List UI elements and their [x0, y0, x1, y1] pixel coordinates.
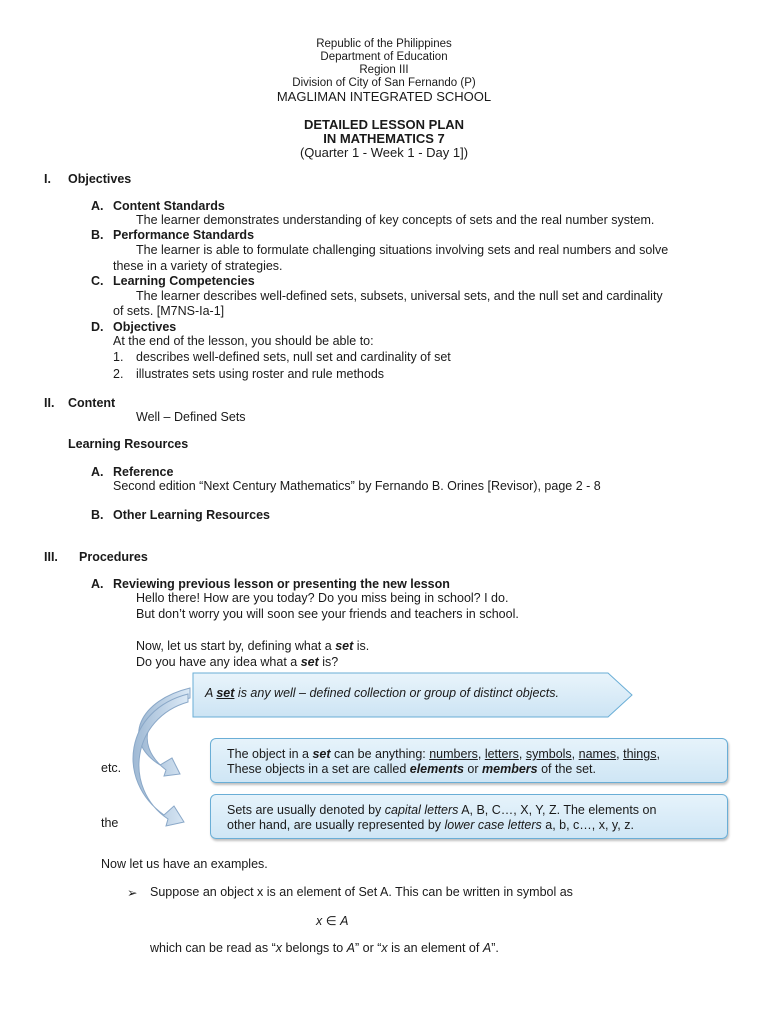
- header-region: Region III: [359, 64, 409, 76]
- term-things: things: [623, 747, 657, 761]
- separator: ,: [571, 747, 579, 761]
- item-letter: D.: [91, 320, 104, 334]
- callout-text-part: is any well – defined collection or group of distinct objects.: [234, 686, 559, 700]
- item-letter: C.: [91, 274, 104, 288]
- elements-info-box: [210, 738, 728, 783]
- objective-item: illustrates sets using roster and rule methods: [136, 367, 385, 381]
- callout-text-part: A: [205, 686, 217, 700]
- document-subject: IN MATHEMATICS 7: [323, 131, 445, 146]
- prompt-text-part: Do you have any idea what a: [136, 655, 301, 669]
- term-names: names: [578, 747, 617, 761]
- header-division: Division of City of San Fernando (P): [292, 77, 476, 89]
- term-lower-case-letters: lower case letters: [444, 818, 542, 832]
- notation-info-line: [227, 803, 656, 817]
- procedure-title: Reviewing previous lesson or presenting the new lesson: [113, 577, 450, 591]
- overflow-word-the: the: [101, 816, 119, 830]
- reading-text-part: belongs to: [282, 941, 347, 955]
- objectives-intro: At the end of the lesson, you should be able to:: [113, 334, 374, 348]
- section-number: I.: [44, 172, 51, 186]
- symbol-A: A: [482, 941, 492, 955]
- header-country: Republic of the Philippines: [316, 38, 452, 50]
- set-term: set: [216, 686, 235, 700]
- box-text-part: Sets are usually denoted by: [227, 803, 385, 817]
- box-text-part: These objects in a set are called: [227, 762, 410, 776]
- elements-info-line: [227, 762, 596, 776]
- section-number: II.: [44, 396, 55, 410]
- elements-info-line: [227, 747, 660, 761]
- box-text-part: of the set.: [537, 762, 596, 776]
- separator: ,: [656, 747, 660, 761]
- performance-standards-title: Performance Standards: [113, 228, 255, 242]
- content-standards-title: Content Standards: [113, 199, 225, 213]
- reading-text-part: which can be read as “: [150, 941, 276, 955]
- overflow-word-etc: etc.: [101, 761, 122, 775]
- list-number: 1.: [113, 350, 124, 364]
- content-standards-text: The learner demonstrates understanding of key concepts of sets and the real number system.: [136, 213, 655, 227]
- symbol-x: x: [381, 941, 388, 955]
- symbol-x: x: [275, 941, 283, 955]
- learning-competencies-title: Learning Competencies: [113, 274, 255, 288]
- reference-title: Reference: [113, 465, 174, 479]
- term-symbols: symbols: [525, 747, 572, 761]
- symbol-A: A: [346, 941, 355, 955]
- term-elements: elements: [409, 762, 464, 776]
- item-letter: A.: [91, 577, 104, 591]
- content-topic: Well – Defined Sets: [136, 410, 246, 424]
- document-title: DETAILED LESSON PLAN: [303, 117, 465, 132]
- list-number: 2.: [113, 367, 124, 381]
- set-term: set: [312, 747, 331, 761]
- box-text-part: or: [463, 762, 483, 776]
- section-number: III.: [44, 550, 58, 564]
- notation-info-line: [227, 818, 634, 832]
- header-school: MAGLIMAN INTEGRATED SCHOOL: [276, 89, 492, 104]
- prompt-text-part: Now, let us start by, defining what a: [136, 639, 336, 653]
- learning-competencies-text: The learner describes well-defined sets, subsets, universal sets, and the null set and cardinality: [136, 289, 663, 303]
- symbol-x: x: [316, 914, 323, 928]
- box-text-part: a, b, c…, x, y, z.: [541, 818, 634, 832]
- term-capital-letters: capital letters: [384, 803, 459, 817]
- prompt-text: [136, 655, 338, 669]
- box-text-part: The object in a: [227, 747, 313, 761]
- performance-standards-text-cont: these in a variety of strategies.: [113, 259, 283, 273]
- membership-symbol: [316, 913, 348, 928]
- item-letter: A.: [91, 465, 104, 479]
- item-letter: A.: [91, 199, 104, 213]
- separator: ,: [518, 747, 526, 761]
- example-statement: Suppose an object x is an element of Set A. This can be written in symbol as: [150, 885, 573, 899]
- prompt-text-part: is.: [353, 639, 370, 653]
- prompt-text-part: is?: [318, 655, 339, 669]
- section-heading: Content: [68, 396, 116, 410]
- reference-text: Second edition “Next Century Mathematics” by Fernando B. Orines [Revisor), page 2 - 8: [113, 479, 601, 493]
- curved-arrow-shape: [133, 694, 188, 826]
- learning-competencies-code: of sets. [M7NS-Ia-1]: [113, 304, 225, 318]
- greeting-text: But don’t worry you will soon see your friends and teachers in school.: [136, 607, 519, 621]
- emphasis-set: set: [335, 639, 354, 653]
- prompt-text: [136, 639, 369, 653]
- section-heading: Procedures: [79, 550, 148, 564]
- separator: ,: [616, 747, 624, 761]
- greeting-text: Hello there! How are you today? Do you miss being in school? I do.: [136, 591, 509, 605]
- notation-info-box: [210, 794, 728, 839]
- objective-item: describes well-defined sets, null set and cardinality of set: [136, 350, 451, 364]
- objectives-subtitle: Objectives: [113, 320, 177, 334]
- term-letters: letters: [484, 747, 519, 761]
- box-text-part: other hand, are usually represented by: [227, 818, 445, 832]
- section-heading: Objectives: [68, 172, 132, 186]
- examples-intro: Now let us have an examples.: [101, 857, 268, 871]
- arrow-bullet-icon: ➢: [127, 886, 138, 900]
- reading-text-part: ”.: [491, 941, 499, 955]
- emphasis-set: set: [300, 655, 319, 669]
- document-period: (Quarter 1 - Week 1 - Day 1]): [299, 145, 469, 160]
- reading-text-part: ” or “: [355, 941, 382, 955]
- term-numbers: numbers: [429, 747, 478, 761]
- separator: ,: [477, 747, 485, 761]
- definition-callout-text: [205, 686, 559, 700]
- element-of-icon: ∈: [322, 914, 341, 928]
- symbol-A: A: [340, 914, 349, 928]
- reading-text-part: is an element of: [387, 941, 483, 955]
- box-text-part: can be anything:: [330, 747, 430, 761]
- reading-statement: [150, 941, 499, 955]
- other-resources-title: Other Learning Resources: [113, 508, 270, 522]
- item-letter: B.: [91, 228, 104, 242]
- header-department: Department of Education: [320, 51, 448, 63]
- performance-standards-text: The learner is able to formulate challenging situations involving sets and real numbers and solve: [136, 243, 669, 257]
- term-members: members: [482, 762, 538, 776]
- learning-resources-heading: Learning Resources: [68, 437, 189, 451]
- item-letter: B.: [91, 508, 104, 522]
- box-text-part: A, B, C…, X, Y, Z. The elements on: [458, 803, 657, 817]
